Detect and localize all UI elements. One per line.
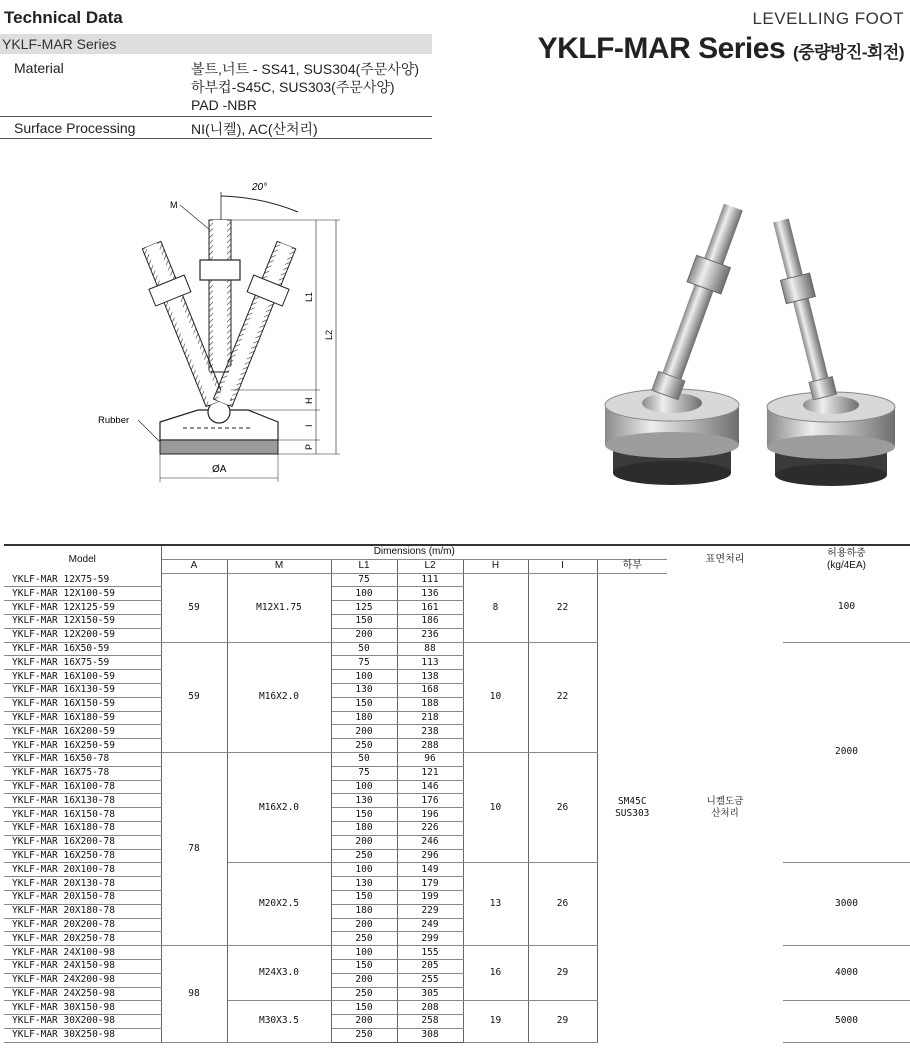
h-cell: 10 <box>463 752 528 862</box>
model-cell: YKLF-MAR 16X150-78 <box>4 808 161 822</box>
model-cell: YKLF-MAR 16X200-78 <box>4 835 161 849</box>
model-cell: YKLF-MAR 20X100-78 <box>4 863 161 877</box>
model-cell: YKLF-MAR 16X200-59 <box>4 725 161 739</box>
l1-cell: 200 <box>331 725 397 739</box>
l2-cell: 136 <box>397 587 463 601</box>
l1-cell: 50 <box>331 752 397 766</box>
l1-cell: 75 <box>331 573 397 587</box>
l1-cell: 150 <box>331 808 397 822</box>
foot-left <box>605 201 750 485</box>
spec-material-row <box>0 58 432 117</box>
l1-cell: 50 <box>331 642 397 656</box>
a-cell: 78 <box>161 752 227 945</box>
l1-cell: 200 <box>331 1015 397 1029</box>
model-cell: YKLF-MAR 16X180-59 <box>4 711 161 725</box>
header-surface: 표면처리 <box>667 545 783 573</box>
surface-label: Surface Processing <box>14 120 136 136</box>
l1-cell: 130 <box>331 877 397 891</box>
l1-cell: 100 <box>331 587 397 601</box>
model-cell: YKLF-MAR 20X250-78 <box>4 932 161 946</box>
surface-line: 니켈도금 <box>706 795 744 807</box>
l1-label: L1 <box>304 291 314 302</box>
model-cell: YKLF-MAR 16X100-59 <box>4 670 161 684</box>
model-cell: YKLF-MAR 16X75-78 <box>4 766 161 780</box>
l2-cell: 288 <box>397 739 463 753</box>
h-cell: 19 <box>463 1001 528 1042</box>
l1-cell: 100 <box>331 863 397 877</box>
l1-cell: 200 <box>331 918 397 932</box>
l2-cell: 208 <box>397 1001 463 1015</box>
technical-drawing <box>88 172 378 512</box>
header-dimensions: Dimensions (m/m) <box>161 545 667 559</box>
rubber-label: Rubber <box>98 415 130 426</box>
model-cell: YKLF-MAR 30X250-98 <box>4 1028 161 1042</box>
bottom-line: SUS303 <box>615 807 650 819</box>
l1-cell: 180 <box>331 904 397 918</box>
model-cell: YKLF-MAR 20X200-78 <box>4 918 161 932</box>
l2-cell: 308 <box>397 1028 463 1042</box>
series-name <box>538 32 904 66</box>
l2-label: L2 <box>324 329 334 340</box>
model-cell: YKLF-MAR 24X250-98 <box>4 987 161 1001</box>
l2-cell: 179 <box>397 877 463 891</box>
l1-cell: 100 <box>331 670 397 684</box>
l1-cell: 200 <box>331 835 397 849</box>
h-cell: 10 <box>463 642 528 752</box>
l2-cell: 205 <box>397 959 463 973</box>
h-label: H <box>304 397 314 404</box>
header-load <box>783 545 910 573</box>
bottom-line: SM45C <box>617 795 647 807</box>
l2-cell: 199 <box>397 890 463 904</box>
model-cell: YKLF-MAR 16X180-78 <box>4 821 161 835</box>
load-cell: 3000 <box>783 863 910 946</box>
l1-cell: 180 <box>331 711 397 725</box>
l2-cell: 196 <box>397 808 463 822</box>
l1-cell: 150 <box>331 1001 397 1015</box>
i-label: I <box>304 424 314 427</box>
load-title: 허용하중 <box>827 547 866 559</box>
l2-cell: 161 <box>397 601 463 615</box>
h-cell: 16 <box>463 946 528 1001</box>
model-cell: YKLF-MAR 12X150-59 <box>4 614 161 628</box>
header-l2: L2 <box>397 559 463 573</box>
center-nut <box>200 260 240 280</box>
model-cell: YKLF-MAR 16X50-59 <box>4 642 161 656</box>
l2-cell: 176 <box>397 794 463 808</box>
material-value <box>191 60 419 114</box>
header-l1: L1 <box>331 559 397 573</box>
material-label: Material <box>14 60 64 76</box>
material-line: PAD -NBR <box>191 97 257 113</box>
section-title: Technical Data <box>4 8 123 27</box>
l1-cell: 200 <box>331 973 397 987</box>
h-cell: 8 <box>463 573 528 642</box>
l2-cell: 146 <box>397 780 463 794</box>
load-cell: 4000 <box>783 946 910 1001</box>
l2-cell: 138 <box>397 670 463 684</box>
l2-cell: 121 <box>397 766 463 780</box>
m-cell: M16X2.0 <box>227 642 331 752</box>
p-label: P <box>304 443 314 450</box>
model-cell: YKLF-MAR 20X130-78 <box>4 877 161 891</box>
l2-cell: 113 <box>397 656 463 670</box>
l1-cell: 250 <box>331 739 397 753</box>
i-cell: 22 <box>528 642 597 752</box>
l1-cell: 100 <box>331 780 397 794</box>
m-cell: M24X3.0 <box>227 946 331 1001</box>
load-unit: (kg/4EA) <box>827 559 866 571</box>
l2-cell: 299 <box>397 932 463 946</box>
l2-cell: 296 <box>397 849 463 863</box>
l2-cell: 168 <box>397 683 463 697</box>
model-cell: YKLF-MAR 16X250-59 <box>4 739 161 753</box>
series-bar: YKLF-MAR Series <box>0 34 432 54</box>
m-cell: M20X2.5 <box>227 863 331 946</box>
l2-cell: 149 <box>397 863 463 877</box>
l2-cell: 218 <box>397 711 463 725</box>
table-body <box>4 573 910 1042</box>
model-cell: YKLF-MAR 12X125-59 <box>4 601 161 615</box>
header-a: A <box>161 559 227 573</box>
a-cell: 98 <box>161 946 227 1043</box>
l1-cell: 75 <box>331 766 397 780</box>
category-label: LEVELLING FOOT <box>752 9 904 28</box>
i-cell: 29 <box>528 1001 597 1042</box>
header-i: I <box>528 559 597 573</box>
model-cell: YKLF-MAR 16X130-78 <box>4 794 161 808</box>
model-cell: YKLF-MAR 20X180-78 <box>4 904 161 918</box>
model-cell: YKLF-MAR 16X150-59 <box>4 697 161 711</box>
bottom-cell <box>597 573 667 1042</box>
table-row <box>4 573 910 587</box>
a-cell: 59 <box>161 642 227 752</box>
l1-cell: 180 <box>331 821 397 835</box>
model-cell: YKLF-MAR 24X150-98 <box>4 959 161 973</box>
m-cell: M16X2.0 <box>227 752 331 862</box>
l1-cell: 250 <box>331 987 397 1001</box>
i-cell: 22 <box>528 573 597 642</box>
l1-cell: 125 <box>331 601 397 615</box>
l2-cell: 111 <box>397 573 463 587</box>
l2-cell: 96 <box>397 752 463 766</box>
l2-cell: 238 <box>397 725 463 739</box>
model-cell: YKLF-MAR 24X200-98 <box>4 973 161 987</box>
series-main: YKLF-MAR Series <box>537 32 786 65</box>
l1-cell: 200 <box>331 628 397 642</box>
model-cell: YKLF-MAR 16X100-78 <box>4 780 161 794</box>
l1-cell: 100 <box>331 946 397 960</box>
header-m: M <box>227 559 331 573</box>
material-line: 하부컵-S45C, SUS303(주문사양) <box>191 79 395 95</box>
l1-cell: 130 <box>331 683 397 697</box>
l2-cell: 226 <box>397 821 463 835</box>
l2-cell: 88 <box>397 642 463 656</box>
surface-value: NI(니켈), AC(산처리) <box>191 121 318 137</box>
model-cell: YKLF-MAR 12X200-59 <box>4 628 161 642</box>
model-cell: YKLF-MAR 16X50-78 <box>4 752 161 766</box>
model-cell: YKLF-MAR 12X75-59 <box>4 573 161 587</box>
header-model: Model <box>4 545 161 573</box>
surface-cell <box>667 573 783 1042</box>
spec-surface-row <box>0 118 432 139</box>
rubber-pad <box>160 440 278 454</box>
l2-cell: 155 <box>397 946 463 960</box>
model-cell: YKLF-MAR 16X75-59 <box>4 656 161 670</box>
l2-cell: 236 <box>397 628 463 642</box>
l1-cell: 250 <box>331 932 397 946</box>
l1-cell: 75 <box>331 656 397 670</box>
a-cell: 59 <box>161 573 227 642</box>
i-cell: 26 <box>528 752 597 862</box>
model-cell: YKLF-MAR 30X150-98 <box>4 1001 161 1015</box>
m-cell: M30X3.5 <box>227 1001 331 1042</box>
model-cell: YKLF-MAR 16X250-78 <box>4 849 161 863</box>
model-cell: YKLF-MAR 20X150-78 <box>4 890 161 904</box>
l1-cell: 250 <box>331 1028 397 1042</box>
surface-line: 산처리 <box>711 807 739 819</box>
dimensions-table <box>4 544 910 1043</box>
l1-cell: 150 <box>331 959 397 973</box>
m-cell: M12X1.75 <box>227 573 331 642</box>
l1-cell: 150 <box>331 890 397 904</box>
l2-cell: 258 <box>397 1015 463 1029</box>
l2-cell: 229 <box>397 904 463 918</box>
model-cell: YKLF-MAR 16X130-59 <box>4 683 161 697</box>
model-cell: YKLF-MAR 30X200-98 <box>4 1015 161 1029</box>
l2-cell: 246 <box>397 835 463 849</box>
header-bottom: 하부 <box>597 559 667 573</box>
material-line: 볼트,너트 - SS41, SUS304(주문사양) <box>191 61 420 77</box>
l1-cell: 250 <box>331 849 397 863</box>
l1-cell: 130 <box>331 794 397 808</box>
load-cell: 5000 <box>783 1001 910 1042</box>
l1-cell: 150 <box>331 614 397 628</box>
load-cell: 2000 <box>783 642 910 863</box>
m-label: M <box>170 200 178 210</box>
l2-cell: 249 <box>397 918 463 932</box>
diameter-label: ØA <box>212 464 227 475</box>
h-cell: 13 <box>463 863 528 946</box>
i-cell: 26 <box>528 863 597 946</box>
header-h: H <box>463 559 528 573</box>
series-sub: (중량방진-회전) <box>792 43 904 62</box>
l1-cell: 150 <box>331 697 397 711</box>
model-cell: YKLF-MAR 24X100-98 <box>4 946 161 960</box>
l2-cell: 305 <box>397 987 463 1001</box>
product-photo <box>585 175 905 495</box>
l2-cell: 188 <box>397 697 463 711</box>
load-cell: 100 <box>783 573 910 642</box>
angle-label: 20° <box>252 182 268 193</box>
l2-cell: 255 <box>397 973 463 987</box>
foot-right <box>766 217 895 486</box>
l2-cell: 186 <box>397 614 463 628</box>
model-cell: YKLF-MAR 12X100-59 <box>4 587 161 601</box>
i-cell: 29 <box>528 946 597 1001</box>
